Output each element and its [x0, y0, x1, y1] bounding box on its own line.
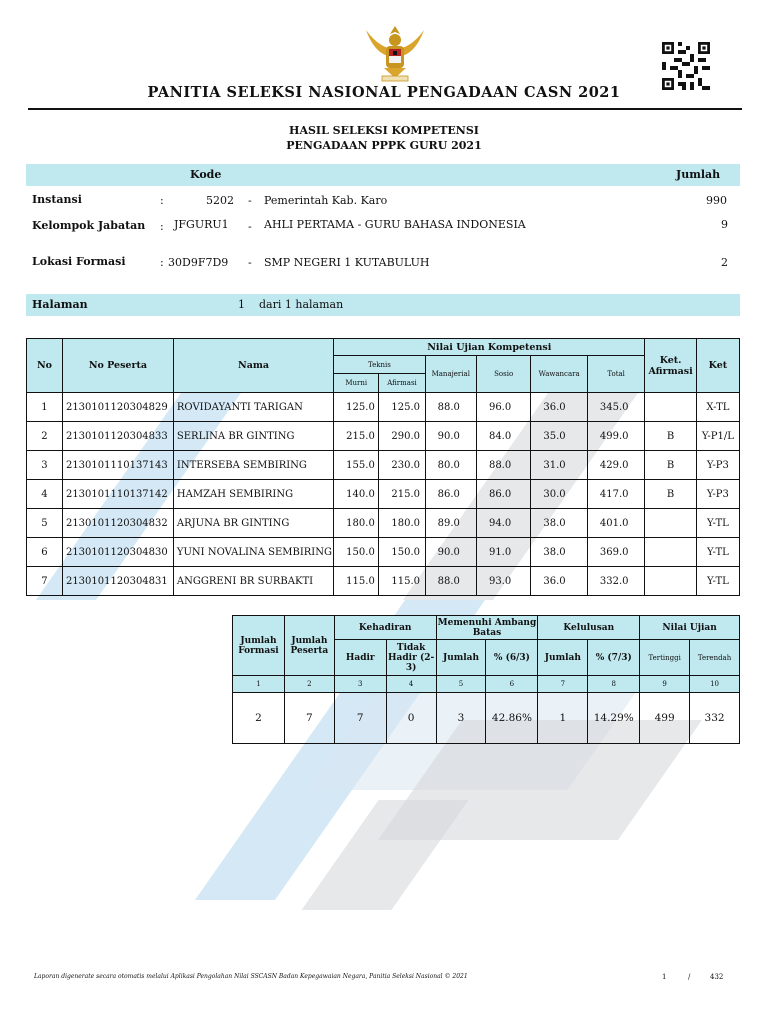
- summary-value-cell: 42.86%: [486, 693, 538, 744]
- cell-ket-afirmasi: B: [645, 422, 696, 451]
- col-manajerial: Manajerial: [425, 356, 476, 393]
- summary-value-cell: 7: [334, 693, 386, 744]
- cell-ket-afirmasi: [645, 538, 696, 567]
- report-subtitle: HASIL SELEKSI KOMPETENSI: [289, 124, 479, 137]
- cell-afirmasi: 115.0: [379, 567, 425, 596]
- cell-manajerial: 90.0: [425, 538, 476, 567]
- kelompok-count: 9: [721, 218, 728, 231]
- instansi-dash: -: [248, 194, 252, 207]
- cell-wawancara: 38.0: [531, 538, 588, 567]
- table-row: [27, 393, 740, 422]
- lokasi-code: 30D9F7D9: [168, 256, 229, 269]
- lokasi-sep: :: [160, 256, 164, 269]
- col-memenuhi-jumlah: Jumlah: [436, 640, 486, 676]
- instansi-code: 5202: [206, 194, 234, 207]
- cell-nama: SERLINA BR GINTING: [173, 422, 333, 451]
- cell-afirmasi: 290.0: [379, 422, 425, 451]
- kelompok-code: JFGURU1: [174, 218, 229, 231]
- summary-index-cell: 10: [690, 676, 740, 693]
- qr-code-icon: [662, 42, 710, 90]
- cell-afirmasi: 230.0: [379, 451, 425, 480]
- cell-nama: HAMZAH SEMBIRING: [173, 480, 333, 509]
- col-kehadiran: Kehadiran: [334, 616, 436, 640]
- table-row: [27, 451, 740, 480]
- summary-index-cell: 4: [386, 676, 436, 693]
- summary-index-cell: 3: [334, 676, 386, 693]
- summary-values-row: [233, 693, 740, 744]
- cell-no: 1: [27, 393, 63, 422]
- cell-peserta: 2130101120304832: [62, 509, 173, 538]
- col-ket-afirmasi: Ket. Afirmasi: [645, 339, 696, 393]
- cell-ket-afirmasi: [645, 567, 696, 596]
- col-nilai-ujian: Nilai Ujian Kompetensi: [334, 339, 645, 356]
- cell-manajerial: 88.0: [425, 567, 476, 596]
- col-kelulusan-persen: % (7/3): [588, 640, 640, 676]
- cell-ket: X-TL: [696, 393, 739, 422]
- halaman-number: 1: [238, 298, 245, 311]
- instansi-label: Instansi: [32, 193, 82, 206]
- cell-total: 369.0: [587, 538, 645, 567]
- summary-value-cell: 499: [640, 693, 690, 744]
- cell-wawancara: 30.0: [531, 480, 588, 509]
- cell-wawancara: 36.0: [531, 567, 588, 596]
- garuda-emblem-icon: [362, 22, 428, 84]
- cell-no: 2: [27, 422, 63, 451]
- col-hadir: Hadir: [334, 640, 386, 676]
- cell-no: 7: [27, 567, 63, 596]
- summary-index-cell: 9: [640, 676, 690, 693]
- cell-murni: 215.0: [334, 422, 379, 451]
- summary-index-cell: 5: [436, 676, 486, 693]
- summary-value-cell: 1: [538, 693, 588, 744]
- lokasi-name: SMP NEGERI 1 KUTABULUH: [264, 256, 430, 269]
- cell-no: 5: [27, 509, 63, 538]
- cell-ket: Y-TL: [696, 567, 739, 596]
- col-no: No: [27, 339, 63, 393]
- col-sosio: Sosio: [476, 356, 530, 393]
- jumlah-header: Jumlah: [676, 168, 721, 181]
- cell-nama: ROVIDAYANTI TARIGAN: [173, 393, 333, 422]
- cell-wawancara: 31.0: [531, 451, 588, 480]
- instansi-name: Pemerintah Kab. Karo: [264, 194, 388, 207]
- cell-sosio: 88.0: [476, 451, 530, 480]
- halaman-label: Halaman: [32, 298, 88, 311]
- cell-nama: YUNI NOVALINA SEMBIRING: [173, 538, 333, 567]
- cell-total: 417.0: [587, 480, 645, 509]
- cell-afirmasi: 180.0: [379, 509, 425, 538]
- cell-total: 429.0: [587, 451, 645, 480]
- cell-no: 4: [27, 480, 63, 509]
- cell-no: 3: [27, 451, 63, 480]
- lokasi-count: 2: [721, 256, 728, 269]
- col-nama: Nama: [173, 339, 333, 393]
- kelompok-dash: -: [248, 220, 252, 233]
- kelompok-name: AHLI PERTAMA - GURU BAHASA INDONESIA: [264, 218, 526, 231]
- summary-index-cell: 8: [588, 676, 640, 693]
- cell-ket: Y-TL: [696, 538, 739, 567]
- col-jumlah-peserta: Jumlah Peserta: [284, 616, 334, 676]
- cell-ket-afirmasi: B: [645, 480, 696, 509]
- summary-value-cell: 332: [690, 693, 740, 744]
- cell-afirmasi: 215.0: [379, 480, 425, 509]
- cell-wawancara: 35.0: [531, 422, 588, 451]
- summary-index-cell: 6: [486, 676, 538, 693]
- summary-index-cell: 1: [233, 676, 285, 693]
- col-nilai-ujian-summary: Nilai Ujian: [640, 616, 740, 640]
- cell-murni: 140.0: [334, 480, 379, 509]
- cell-manajerial: 88.0: [425, 393, 476, 422]
- kelompok-jabatan-label: Kelompok Jabatan: [32, 219, 146, 232]
- cell-ket-afirmasi: [645, 509, 696, 538]
- cell-afirmasi: 150.0: [379, 538, 425, 567]
- col-tertinggi: Tertinggi: [640, 640, 690, 676]
- summary-table: [232, 615, 740, 744]
- cell-murni: 150.0: [334, 538, 379, 567]
- cell-peserta: 2130101110137142: [62, 480, 173, 509]
- col-total: Total: [587, 356, 645, 393]
- col-tidak-hadir: Tidak Hadir (2-3): [386, 640, 436, 676]
- cell-manajerial: 86.0: [425, 480, 476, 509]
- cell-nama: ANGGRENI BR SURBAKTI: [173, 567, 333, 596]
- cell-total: 332.0: [587, 567, 645, 596]
- col-murni: Murni: [334, 374, 379, 393]
- cell-total: 345.0: [587, 393, 645, 422]
- col-no-peserta: No Peserta: [62, 339, 173, 393]
- table-row: [27, 480, 740, 509]
- cell-sosio: 94.0: [476, 509, 530, 538]
- summary-index-row: [233, 676, 740, 693]
- page-title: PANITIA SELEKSI NASIONAL PENGADAAN CASN 2021: [147, 84, 621, 101]
- cell-manajerial: 89.0: [425, 509, 476, 538]
- page-separator: /: [688, 973, 691, 981]
- cell-total: 401.0: [587, 509, 645, 538]
- col-memenuhi-persen: % (6/3): [486, 640, 538, 676]
- cell-afirmasi: 125.0: [379, 393, 425, 422]
- summary-value-cell: 7: [284, 693, 334, 744]
- table-row: [27, 422, 740, 451]
- cell-sosio: 96.0: [476, 393, 530, 422]
- cell-sosio: 93.0: [476, 567, 530, 596]
- footer-note: Laporan digenerate secara otomatis melalui Aplikasi Pengolahan Nilai SSCASN Badan Kepegawaian Negara, Panitia Seleksi Nasional © 2021: [34, 973, 468, 980]
- cell-peserta: 2130101120304831: [62, 567, 173, 596]
- cell-no: 6: [27, 538, 63, 567]
- cell-wawancara: 38.0: [531, 509, 588, 538]
- cell-ket-afirmasi: B: [645, 451, 696, 480]
- lokasi-formasi-label: Lokasi Formasi: [32, 255, 126, 268]
- cell-peserta: 2130101120304829: [62, 393, 173, 422]
- col-wawancara: Wawancara: [531, 356, 588, 393]
- halaman-text: dari 1 halaman: [259, 298, 344, 311]
- results-table: [26, 338, 740, 596]
- col-kelulusan-jumlah: Jumlah: [538, 640, 588, 676]
- cell-peserta: 2130101110137143: [62, 451, 173, 480]
- report-subtitle-2: PENGADAAN PPPK GURU 2021: [286, 139, 482, 152]
- cell-peserta: 2130101120304830: [62, 538, 173, 567]
- halaman-bar: [26, 294, 740, 316]
- cell-murni: 115.0: [334, 567, 379, 596]
- cell-ket: Y-P1/L: [696, 422, 739, 451]
- kode-header: Kode: [190, 168, 222, 181]
- cell-total: 499.0: [587, 422, 645, 451]
- cell-nama: INTERSEBA SEMBIRING: [173, 451, 333, 480]
- cell-sosio: 84.0: [476, 422, 530, 451]
- cell-nama: ARJUNA BR GINTING: [173, 509, 333, 538]
- summary-value-cell: 3: [436, 693, 486, 744]
- summary-value-cell: 2: [233, 693, 285, 744]
- col-afirmasi: Afirmasi: [379, 374, 425, 393]
- table-row: [27, 538, 740, 567]
- cell-manajerial: 80.0: [425, 451, 476, 480]
- cell-ket-afirmasi: [645, 393, 696, 422]
- page-number: 1: [662, 973, 667, 981]
- title-divider: [28, 108, 742, 110]
- cell-sosio: 86.0: [476, 480, 530, 509]
- col-ket: Ket: [696, 339, 739, 393]
- instansi-count: 990: [706, 194, 727, 207]
- cell-ket: Y-P3: [696, 451, 739, 480]
- cell-sosio: 91.0: [476, 538, 530, 567]
- info-header-bar: [26, 164, 740, 186]
- cell-murni: 125.0: [334, 393, 379, 422]
- col-memenuhi: Memenuhi Ambang Batas: [437, 617, 537, 638]
- cell-murni: 155.0: [334, 451, 379, 480]
- col-teknis: Teknis: [334, 356, 425, 374]
- cell-peserta: 2130101120304833: [62, 422, 173, 451]
- table-row: [27, 567, 740, 596]
- cell-ket: Y-P3: [696, 480, 739, 509]
- lokasi-dash: -: [248, 256, 252, 269]
- col-terendah: Terendah: [690, 640, 740, 676]
- total-pages: 432: [710, 973, 724, 981]
- cell-wawancara: 36.0: [531, 393, 588, 422]
- kelompok-sep: :: [160, 220, 164, 233]
- cell-manajerial: 90.0: [425, 422, 476, 451]
- cell-murni: 180.0: [334, 509, 379, 538]
- summary-value-cell: 14.29%: [588, 693, 640, 744]
- summary-index-cell: 2: [284, 676, 334, 693]
- col-kelulusan: Kelulusan: [538, 616, 640, 640]
- col-jumlah-formasi: Jumlah Formasi: [233, 616, 285, 676]
- cell-ket: Y-TL: [696, 509, 739, 538]
- instansi-sep: :: [160, 194, 164, 207]
- summary-index-cell: 7: [538, 676, 588, 693]
- summary-value-cell: 0: [386, 693, 436, 744]
- table-row: [27, 509, 740, 538]
